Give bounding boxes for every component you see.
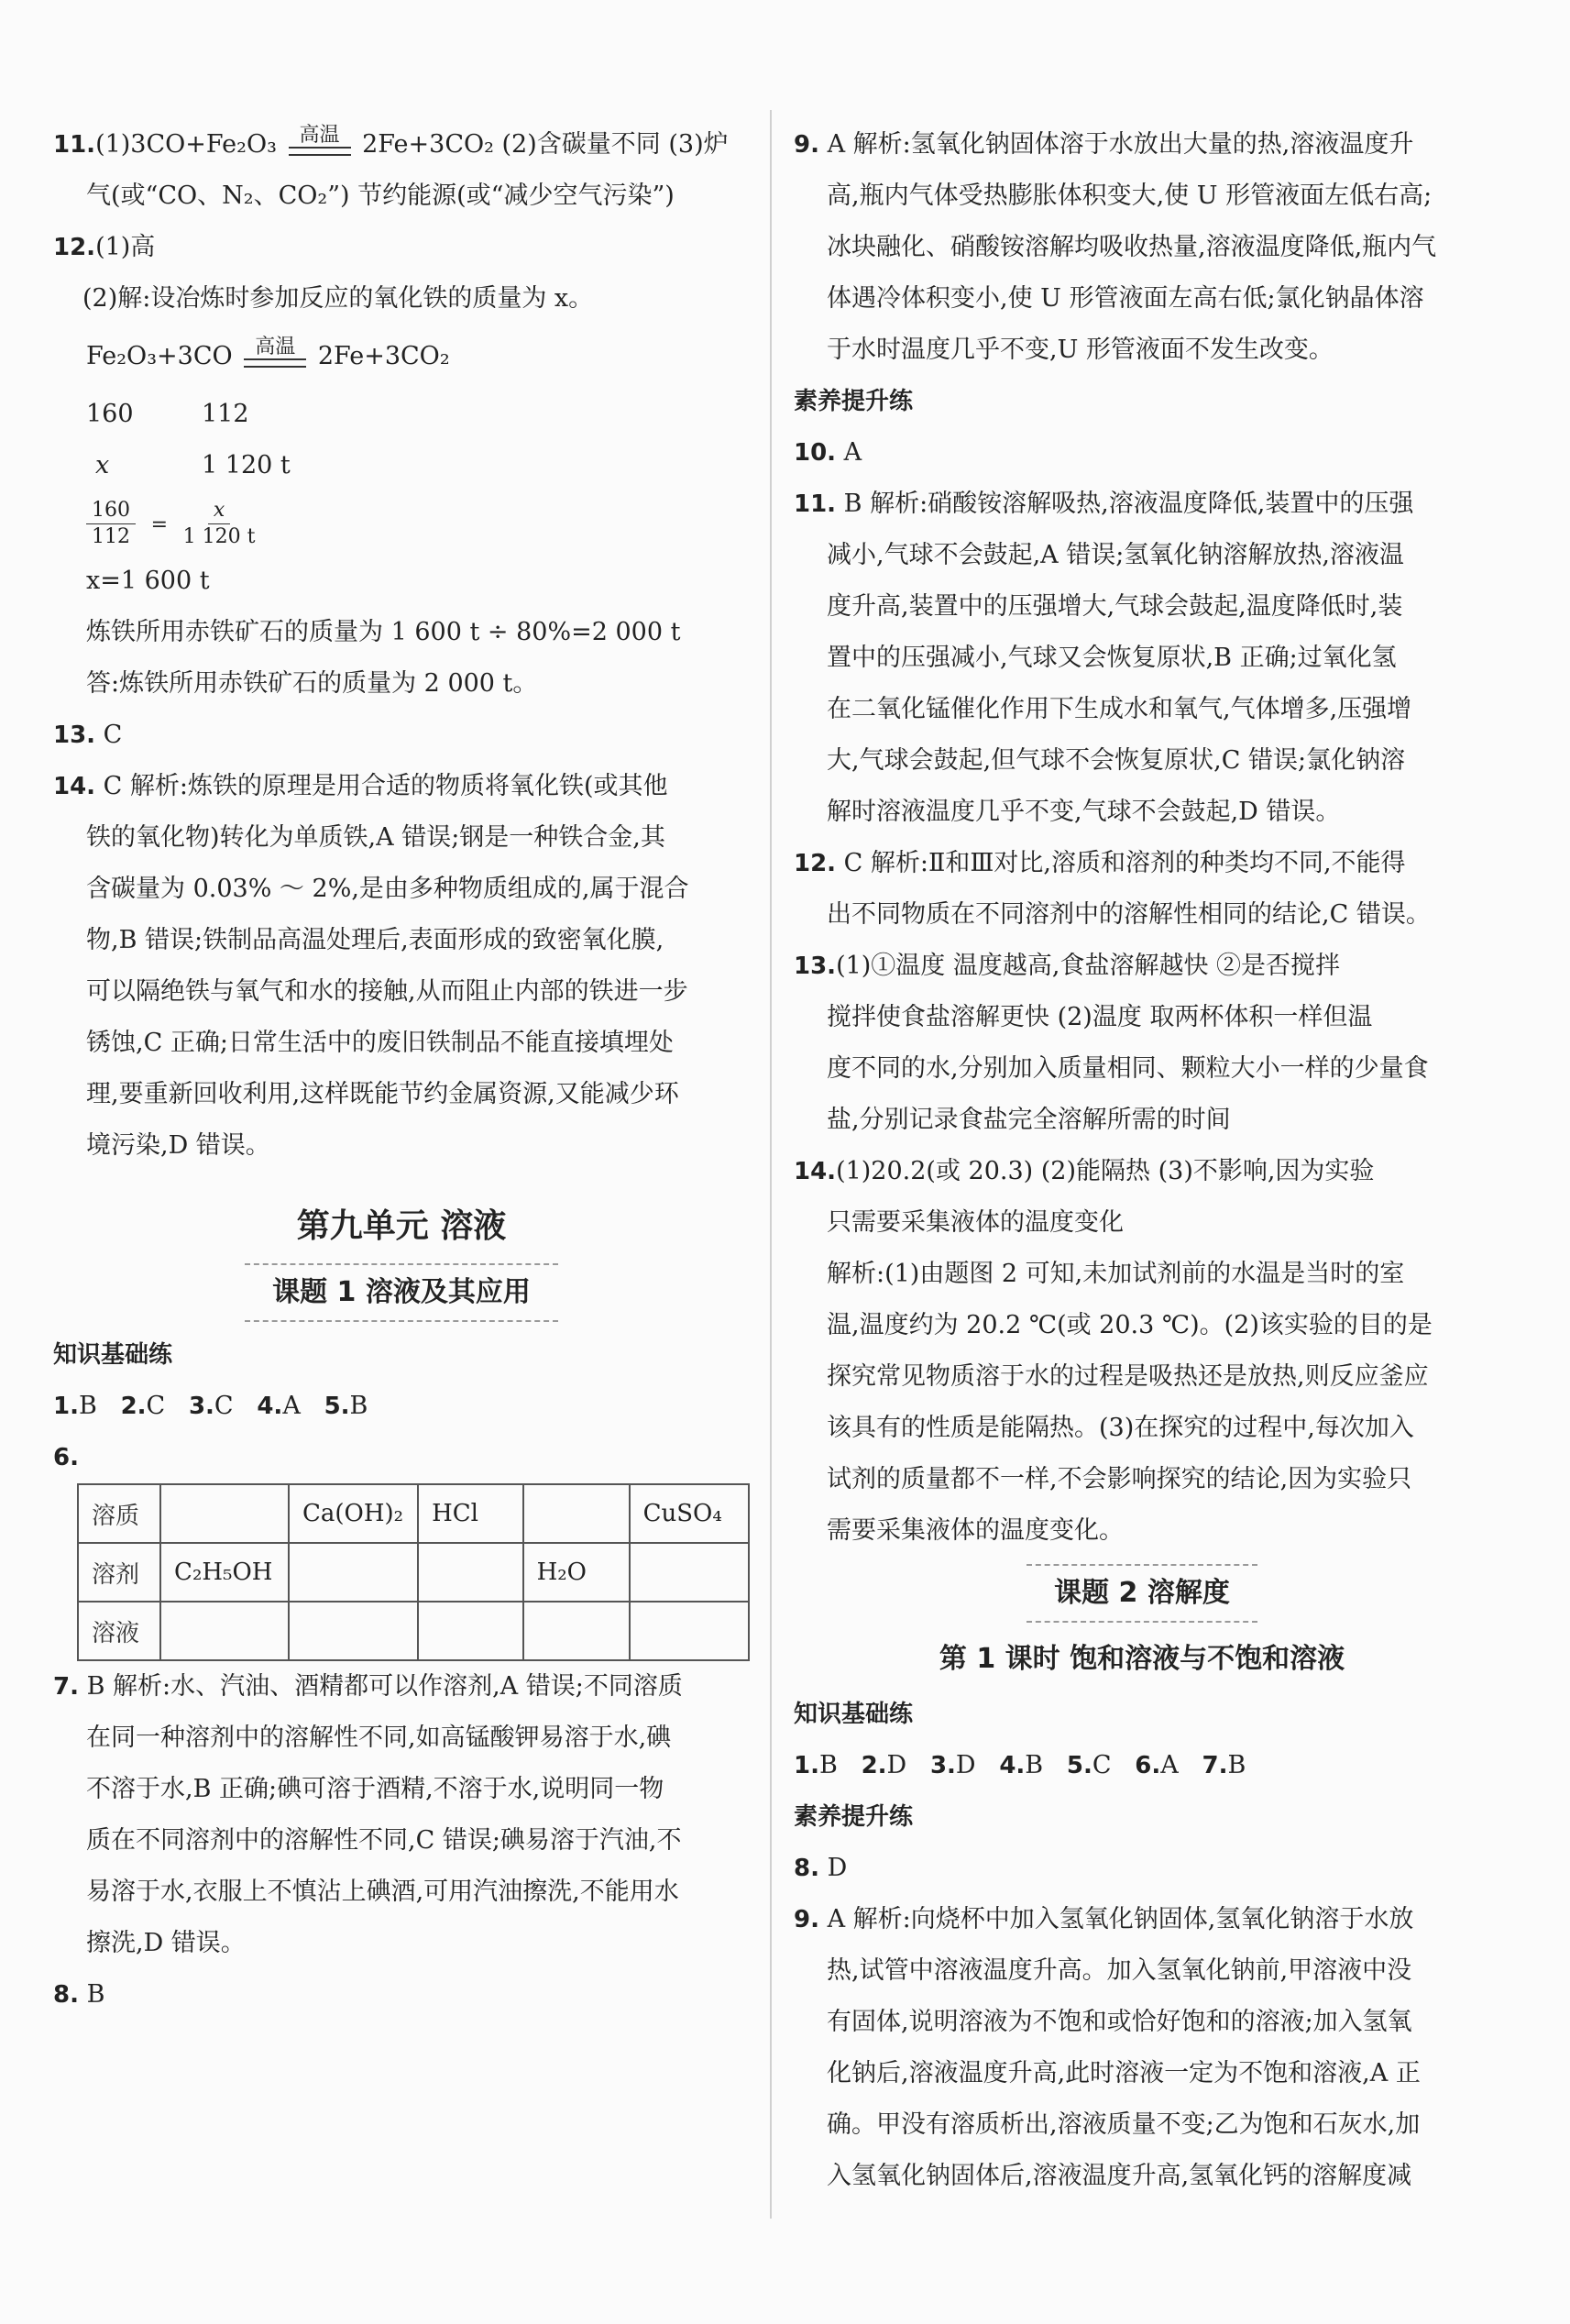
unit-title: 第九单元 溶液 <box>296 1207 507 1245</box>
q12-line0: 12. C 解析:Ⅱ和Ⅲ对比,溶质和溶剂的种类均不同,不能得 <box>794 849 1406 877</box>
left-column <box>53 119 750 2021</box>
q14-line4: 可以隔绝铁与氧气和水的接触,从而阻止内部的铁进一步 <box>86 977 688 1006</box>
q12-line3: 炼铁所用赤铁矿石的质量为 1 600 t ÷ 80%=2 000 t <box>86 618 681 646</box>
q12-result: x=1 600 t <box>86 567 210 595</box>
q14-line5: 锈蚀,C 正确;日常生活中的废旧铁制品不能直接填埋处 <box>86 1029 674 1057</box>
section-advanced-2: 素养提升练 <box>794 1803 914 1831</box>
q14-line5: 该具有的性质是能隔热。(3)在探究的过程中,每次加入 <box>827 1414 1414 1442</box>
q7-line5: 擦洗,D 错误。 <box>86 1929 246 1957</box>
q11-line1: 11.(1)3CO+Fe₂O₃ 高温 2Fe+3CO₂ (2)含碳量不同 (3)炉 <box>53 123 729 159</box>
section-advanced: 素养提升练 <box>794 388 914 415</box>
q14-line1: 铁的氧化物)转化为单质铁,A 错误;钢是一种铁合金,其 <box>86 823 665 852</box>
q14-line7: 需要采集液体的温度变化。 <box>827 1516 1124 1545</box>
q7-line3: 质在不同溶剂中的溶解性不同,C 错误;碘易溶于汽油,不 <box>86 1826 682 1855</box>
q12-equation: Fe₂O₃+3CO 高温 2Fe+3CO₂ <box>86 335 450 370</box>
period-title: 第 1 课时 饱和溶液与不饱和溶液 <box>939 1643 1345 1675</box>
answers-1-7: 1.B 2.D 3.D 4.B 5.C 6.A 7.B <box>794 1751 1246 1779</box>
q14-line3: 温,温度约为 20.2 ℃(或 20.3 ℃)。(2)该实验的目的是 <box>827 1311 1433 1339</box>
q14-line7: 境污染,D 错误。 <box>86 1131 270 1160</box>
q9b-line2: 有固体,说明溶液为不饱和或恰好饱和的溶液;加入氢氧 <box>827 2008 1412 2036</box>
q9b-line3: 化钠后,溶液温度升高,此时溶液一定为不饱和溶液,A 正 <box>827 2059 1421 2087</box>
answers-1-5: 1.B 2.C 3.C 4.A 5.B <box>53 1392 368 1420</box>
q11-line4: 在二氧化锰催化作用下生成水和氧气,气体增多,压强增 <box>827 695 1412 723</box>
q12-ratio-row1: 160 112 <box>86 400 249 428</box>
table-row: 溶剂 C₂H₅OH H₂O <box>78 1543 749 1602</box>
q14-line0: 14. C 解析:炼铁的原理是用合适的物质将氧化铁(或其他 <box>53 772 668 800</box>
q11-line5: 大,气球会鼓起,但气球不会恢复原状,C 错误;氯化钠溶 <box>827 746 1406 775</box>
q11-line3: 置中的压强减小,气球又会恢复原状,B 正确;过氧化氢 <box>827 644 1397 672</box>
q9-line0: 9. A 解析:氢氧化钠固体溶于水放出大量的热,溶液温度升 <box>794 130 1414 159</box>
q7-line4: 易溶于水,衣服上不慎沾上碘酒,可用汽油擦洗,不能用水 <box>86 1878 679 1906</box>
table-row: 溶质 Ca(OH)₂ HCl CuSO₄ <box>78 1484 749 1543</box>
q12-answer: 答:炼铁所用赤铁矿石的质量为 2 000 t。 <box>86 669 538 698</box>
q13: 13. C <box>53 721 123 749</box>
q8: 8. B <box>53 1980 105 2009</box>
q9b-line0: 9. A 解析:向烧杯中加入氢氧化钠固体,氢氧化钠溶于水放 <box>794 1905 1414 1933</box>
lesson-title: 课题 1 溶液及其应用 <box>53 1263 750 1329</box>
q11-line2: 度升高,装置中的压强增大,气球会鼓起,温度降低时,装 <box>827 592 1403 621</box>
q9-line2: 冰块融化、硝酸铵溶解均吸收热量,溶液温度降低,瓶内气 <box>827 233 1437 261</box>
q7-line1: 在同一种溶剂中的溶解性不同,如高锰酸钾易溶于水,碘 <box>86 1724 672 1752</box>
q13-line1: 搅拌使食盐溶解更快 (2)温度 取两杯体积一样但温 <box>827 1003 1373 1031</box>
q13-line3: 盐,分别记录食盐完全溶解所需的时间 <box>827 1106 1231 1134</box>
q9b-line1: 热,试管中溶液温度升高。加入氢氧化钠前,甲溶液中没 <box>827 1956 1412 1985</box>
right-column <box>794 119 1490 2202</box>
q12-line2: (2)解:设冶炼时参加反应的氧化铁的质量为 x。 <box>82 284 594 313</box>
q11-line6: 解时溶液温度几乎不变,气球不会鼓起,D 错误。 <box>827 798 1341 826</box>
column-divider <box>770 110 772 2219</box>
q12-line1: 出不同物质在不同溶剂中的溶解性相同的结论,C 错误。 <box>827 900 1431 929</box>
q12-proportion: $\frac{160}{112}$ = $\frac{x}{1 120 t}$ <box>53 491 750 556</box>
q9b-line5: 入氢氧化钠固体后,溶液温度升高,氢氧化钙的溶解度减 <box>827 2162 1412 2190</box>
section-basic-2: 知识基础练 <box>794 1701 914 1728</box>
q14-line2: 解析:(1)由题图 2 可知,未加试剂前的水温是当时的室 <box>827 1260 1405 1288</box>
q14-line0: 14.(1)20.2(或 20.3) (2)能隔热 (3)不影响,因为实验 <box>794 1157 1375 1185</box>
q13-line2: 度不同的水,分别加入质量相同、颗粒大小一样的少量食 <box>827 1054 1429 1083</box>
q13-line0: 13.(1)①温度 温度越高,食盐溶解越快 ②是否搅拌 <box>794 952 1341 980</box>
q11-line0: 11. B 解析:硝酸铵溶解吸热,溶液温度降低,装置中的压强 <box>794 490 1414 518</box>
q14-line6: 理,要重新回收利用,这样既能节约金属资源,又能减少环 <box>86 1080 679 1108</box>
q8-right: 8. D <box>794 1854 848 1882</box>
q11-line2: 气(或“CO、N₂、CO₂”) 节约能源(或“减少空气污染”) <box>86 182 675 210</box>
q12-ratio-row2: x 1 120 t <box>95 451 291 479</box>
solution-table <box>77 1483 750 1661</box>
q7-line0: 7. B 解析:水、汽油、酒精都可以作溶剂,A 错误;不同溶质 <box>53 1672 683 1701</box>
section-basic: 知识基础练 <box>53 1341 173 1369</box>
reaction-condition: 高温 <box>289 125 351 156</box>
table-row: 溶液 <box>78 1602 749 1660</box>
q9-line3: 体遇冷体积变小,使 U 形管液面左高右低;氯化钠晶体溶 <box>827 284 1424 313</box>
q14-line4: 探究常见物质溶于水的过程是吸热还是放热,则反应釜应 <box>827 1362 1429 1391</box>
q14-line3: 物,B 错误;铁制品高温处理后,表面形成的致密氧化膜, <box>86 926 664 954</box>
q14-line1: 只需要采集液体的温度变化 <box>827 1208 1124 1237</box>
q9b-line4: 确。甲没有溶质析出,溶液质量不变;乙为饱和石灰水,加 <box>827 2110 1421 2139</box>
lesson-title-2: 课题 2 溶解度 <box>794 1564 1490 1630</box>
q7-line2: 不溶于水,B 正确;碘可溶于酒精,不溶于水,说明同一物 <box>86 1775 664 1803</box>
q14-line6: 试剂的质量都不一样,不会影响探究的结论,因为实验只 <box>827 1465 1412 1493</box>
q9-line4: 于水时温度几乎不变,U 形管液面不发生改变。 <box>827 336 1334 364</box>
q14-line2: 含碳量为 0.03% ～ 2%,是由多种物质组成的,属于混合 <box>86 875 689 903</box>
q9-line1: 高,瓶内气体受热膨胀体积变大,使 U 形管液面左低右高; <box>827 182 1433 210</box>
q6-label: 6. <box>53 1444 79 1471</box>
q10: 10. A <box>794 438 862 467</box>
q12-line1: 12.(1)高 <box>53 233 156 261</box>
q11-line1: 减小,气球不会鼓起,A 错误;氢氧化钠溶解放热,溶液温 <box>827 541 1404 569</box>
